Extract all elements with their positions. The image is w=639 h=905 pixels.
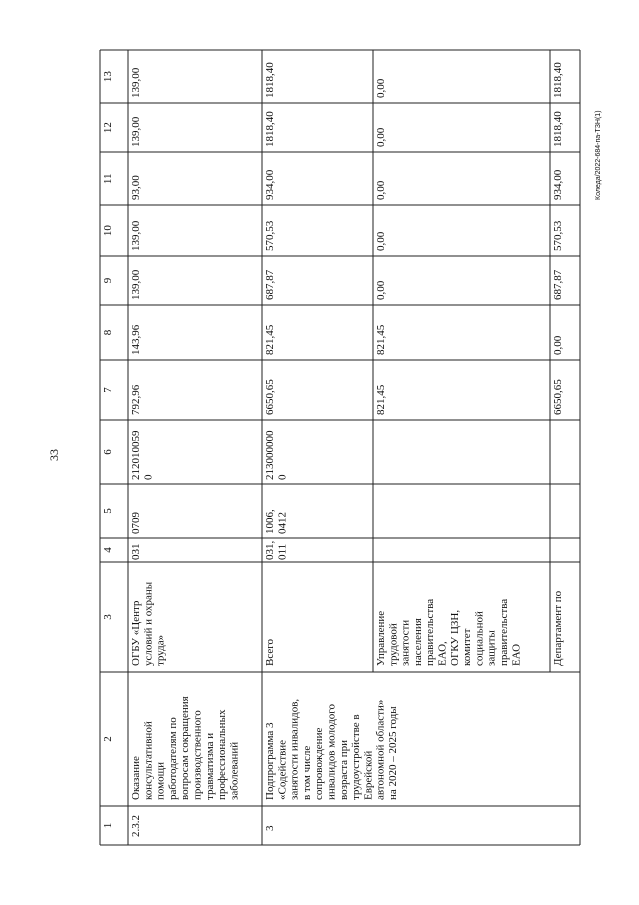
header-col-12 xyxy=(102,122,114,133)
row-name-line: инвалидов молодого xyxy=(325,703,338,800)
row-name-line: автономной области» xyxy=(374,699,387,800)
subrow-value-col7-line: 821,45 xyxy=(375,384,387,415)
subrow-value-col13-line: 1818,40 xyxy=(552,62,564,98)
subrow-executor xyxy=(375,599,522,666)
header-col-7-line: 7 xyxy=(102,387,114,393)
subrow-value-col13-line: 1818,40 xyxy=(264,62,276,98)
row-name-line: сопровождение xyxy=(313,727,326,800)
row-value-col12 xyxy=(130,116,142,147)
row-value-col10 xyxy=(130,220,142,251)
subrow-executor-line: комитет xyxy=(461,628,474,666)
subrow-executor-line: правительства xyxy=(424,598,437,666)
row-name-line: занятости инвалидов, xyxy=(288,698,301,800)
subrow-rzpr-line: 0412 xyxy=(276,512,289,534)
subrow-executor-line: ЕАО xyxy=(510,643,523,666)
subrow-executor-line: ОГКУ ЦЗН, xyxy=(448,609,461,666)
subrow-value-col8-line: 821,45 xyxy=(375,324,387,355)
row-name-line: производственного xyxy=(191,710,204,800)
subrow-value-col9-line: 0,00 xyxy=(375,280,387,300)
subrow-value-col8-line: 821,45 xyxy=(264,324,276,355)
row-name-line: на 2020 – 2025 годы xyxy=(387,706,399,800)
subrow-csr-line: 213000000 xyxy=(264,430,276,480)
subrow-value-col8 xyxy=(264,324,276,355)
subrow-executor-line: правительства xyxy=(498,598,510,666)
row-name-line: профессиональных xyxy=(216,709,229,800)
row-value-col11 xyxy=(130,175,142,200)
header-col-4-line: 4 xyxy=(102,547,114,553)
subrow-value-col12-line: 0,00 xyxy=(375,127,387,147)
row-name-line: вопросам сокращения xyxy=(179,696,192,800)
header-col-3 xyxy=(102,614,114,620)
subrow-executor-line: социальной xyxy=(473,611,486,666)
subrow-value-col7 xyxy=(552,379,564,415)
subrow-value-col13 xyxy=(375,78,387,98)
subrow-executor-line: населения xyxy=(411,618,424,666)
subrow-rzpr-line: 1006, xyxy=(264,509,276,534)
row-name-line: трудоустройстве в xyxy=(350,714,363,800)
header-col-10 xyxy=(102,225,114,237)
header-col-12-line: 12 xyxy=(102,122,114,134)
row-name xyxy=(130,696,240,800)
subrow-value-col10 xyxy=(264,220,276,251)
row-name-line: помощи xyxy=(154,762,167,800)
subrow-value-col11 xyxy=(552,169,564,200)
subrow-csr-line: 0 xyxy=(276,474,289,480)
row-value-col7 xyxy=(130,384,142,415)
subrow-value-col10 xyxy=(552,220,564,251)
subrow-value-col9 xyxy=(264,269,276,300)
row-number xyxy=(130,815,142,837)
row-name-line: консультативной xyxy=(142,721,155,800)
document-code: Коледа/2022-684-па-ТЗН(1) xyxy=(595,110,602,200)
subrow-executor-line: занятости xyxy=(399,619,412,666)
row-value-col9-line: 139,00 xyxy=(130,269,142,300)
row-executor xyxy=(130,581,167,666)
subrow-value-col10-line: 570,53 xyxy=(264,220,276,251)
row-executor-line: условий и охраны xyxy=(142,581,155,666)
row-csr-line: 0 xyxy=(142,474,155,480)
subrow-value-col11-line: 934,00 xyxy=(552,169,564,200)
header-col-5-line: 5 xyxy=(102,508,114,514)
header-col-3-line: 3 xyxy=(102,614,114,620)
subrow-executor-line: Департамент по xyxy=(552,590,564,666)
row-csr-line: 212010059 xyxy=(130,430,142,480)
row-name-line: в том числе xyxy=(300,745,313,800)
row-value-col7-line: 792,96 xyxy=(130,384,142,415)
subrow-value-col7-line: 6650,65 xyxy=(264,379,276,415)
subrow-executor xyxy=(264,639,276,666)
header-col-7 xyxy=(102,387,114,393)
row-rzpr xyxy=(130,512,142,535)
subrow-value-col8 xyxy=(552,335,564,355)
subrow-value-col12 xyxy=(375,127,387,147)
header-col-9-line: 9 xyxy=(102,277,114,284)
subrow-value-col13 xyxy=(552,62,564,98)
row-value-col12-line: 139,00 xyxy=(130,116,142,147)
subrow-value-col9-line: 687,87 xyxy=(264,269,276,300)
header-col-1-line: 1 xyxy=(102,822,114,829)
subrow-executor xyxy=(552,590,564,666)
row-value-col8 xyxy=(130,324,142,355)
header-col-1 xyxy=(102,823,114,829)
subrow-executor-line: защиты xyxy=(485,630,498,666)
row-number xyxy=(264,825,276,831)
header-col-5 xyxy=(102,508,114,514)
header-col-9 xyxy=(102,277,114,283)
row-value-col11-line: 93,00 xyxy=(130,175,142,200)
subrow-executor-line: ЕАО, xyxy=(436,641,449,666)
row-name-line: работодателям по xyxy=(166,717,179,800)
subrow-executor-line: Управление xyxy=(375,610,387,666)
subrow-value-col9-line: 687,87 xyxy=(552,269,564,300)
header-col-11-line: 11 xyxy=(102,173,114,185)
header-col-13 xyxy=(102,71,114,83)
subrow-value-col12-line: 1818,40 xyxy=(264,111,276,147)
subrow-value-col9 xyxy=(552,269,564,300)
header-col-10-line: 10 xyxy=(102,225,114,237)
header-col-2-line: 2 xyxy=(102,736,114,742)
subrow-value-col11 xyxy=(375,180,387,200)
subrow-value-col11-line: 934,00 xyxy=(264,169,276,200)
row-name-line: возраста при xyxy=(337,739,350,800)
header-col-4 xyxy=(102,547,114,553)
subrow-grbs-line: 011 xyxy=(276,543,289,560)
subrow-value-col10-line: 570,53 xyxy=(552,220,564,251)
subrow-value-col12 xyxy=(264,111,276,147)
subrow-value-col13-line: 0,00 xyxy=(375,78,387,98)
header-col-2 xyxy=(102,736,114,742)
subrow-executor-line: Всего xyxy=(264,639,276,666)
row-executor-line: труда» xyxy=(154,634,167,666)
row-csr xyxy=(130,430,154,480)
row-value-col10-line: 139,00 xyxy=(130,220,142,251)
row-name-line: заболеваний xyxy=(228,741,241,800)
row-number-line: 3 xyxy=(264,825,276,831)
page-number: 33 xyxy=(47,449,61,461)
row-number-line: 2.3.2 xyxy=(130,815,142,837)
row-rzpr-line: 0709 xyxy=(130,512,142,534)
subrow-value-col10-line: 0,00 xyxy=(375,231,387,251)
row-name-line: Оказание xyxy=(130,756,142,800)
subrow-value-col12-line: 1818,40 xyxy=(552,111,564,147)
header-col-6-line: 6 xyxy=(102,449,114,455)
header-col-11 xyxy=(102,174,114,185)
subrow-grbs-line: 031, xyxy=(264,540,276,560)
subrow-value-col8 xyxy=(375,324,387,355)
row-name xyxy=(264,699,399,800)
row-value-col13 xyxy=(130,67,142,98)
subrow-value-col10 xyxy=(375,231,387,251)
row-name-line: «Содействие xyxy=(276,739,289,800)
row-value-col13-line: 139,00 xyxy=(130,67,142,98)
subrow-grbs xyxy=(264,541,288,561)
row-executor-line: ОГБУ «Центр xyxy=(130,600,142,666)
subrow-value-col11-line: 0,00 xyxy=(375,180,387,200)
header-col-8 xyxy=(102,329,114,335)
subrow-value-col7-line: 6650,65 xyxy=(552,379,564,415)
subrow-value-col11 xyxy=(264,169,276,200)
row-grbs-line: 031 xyxy=(130,543,142,560)
header-col-13-line: 13 xyxy=(102,71,114,83)
subrow-value-col7 xyxy=(264,379,276,415)
row-name-line: травматизма и xyxy=(203,732,216,800)
row-grbs xyxy=(130,544,142,561)
subrow-value-col12 xyxy=(552,111,564,147)
subrow-value-col9 xyxy=(375,280,387,300)
subrow-executor-line: трудовой xyxy=(387,623,400,666)
header-col-6 xyxy=(102,449,114,455)
subrow-rzpr xyxy=(264,509,288,534)
header-col-8-line: 8 xyxy=(102,329,114,336)
subrow-value-col7 xyxy=(375,384,387,415)
subrow-csr xyxy=(264,430,288,480)
subrow-value-col8-line: 0,00 xyxy=(552,335,564,355)
table-cells xyxy=(102,62,564,837)
row-name-line: Еврейской xyxy=(362,750,375,800)
row-value-col9 xyxy=(130,269,142,300)
subrow-value-col13 xyxy=(264,62,276,98)
row-name-line: Подпрограмма 3 xyxy=(264,722,276,800)
row-value-col8-line: 143,96 xyxy=(130,324,142,355)
